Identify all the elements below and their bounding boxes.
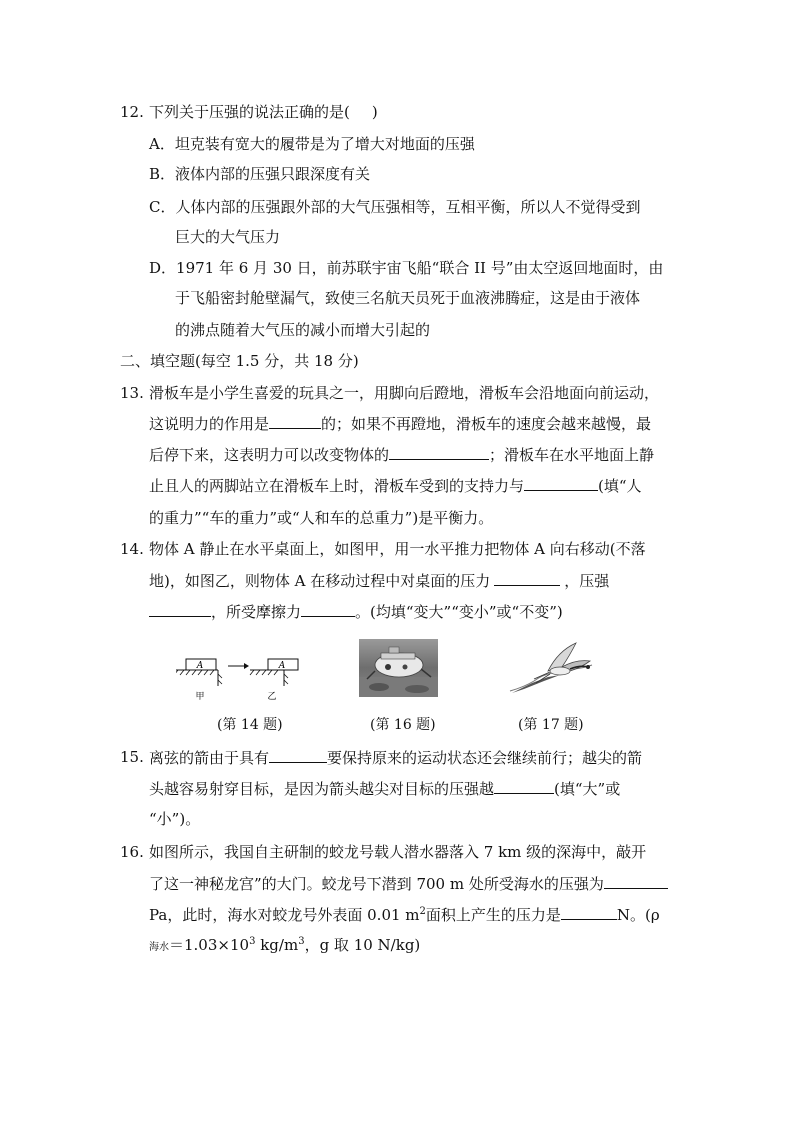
q13-line5: 的重力”“车的重力”或“人和车的总重力”)是平衡力。 <box>149 509 494 527</box>
q16-number: 16. <box>120 843 144 861</box>
q16-line2 <box>149 873 668 894</box>
q13-number: 13. <box>120 384 144 402</box>
q12-option-a: A．坦克装有宽大的履带是为了增大对地面的压强 <box>149 135 475 153</box>
q16-line3-b: 面积上产生的压力是 <box>425 906 561 924</box>
arrow-right-icon <box>228 663 249 669</box>
q12-option-d-line1: D．1971 年 6 月 30 日，前苏联宇宙飞船“联合 II 号”由太空返回地面时，由 <box>149 259 664 277</box>
q13-line2-b: 的；如果不再蹬地，滑板车的速度会越来越慢，最 <box>321 415 652 433</box>
q14-line2 <box>149 570 609 591</box>
figure-14-diagram <box>176 650 302 702</box>
label-yi: 乙 <box>267 692 277 702</box>
q15-line3: “小”)。 <box>149 810 201 828</box>
q13-line4-a: 止且人的两脚站立在滑板车上时，滑板车受到的支持力与 <box>149 477 525 495</box>
answer-blank[interactable] <box>269 747 327 763</box>
q16-line3-c: N。(ρ <box>616 906 660 924</box>
q12-stem-end: ) <box>371 103 378 121</box>
q13-line2 <box>149 413 651 434</box>
q14-line2-b: ，压强 <box>564 572 610 590</box>
q14-line3-b: 。(均填“变大”“变小”或“不变”) <box>355 603 563 621</box>
q14-line3-a: ，所受摩擦力 <box>211 603 302 621</box>
q16-line1: 如图所示，我国自主研制的蛟龙号载人潜水器落入 7 km 级的深海中，敲开 <box>149 843 647 861</box>
q15-line2-b: (填“大”或 <box>554 780 621 798</box>
q16-line4 <box>149 935 420 958</box>
q16-line3-sup: 2 <box>419 906 426 917</box>
q16-line3-a: Pa，此时，海水对蛟龙号外表面 0.01 m <box>149 906 420 924</box>
q16-line4-b: kg/m <box>255 936 299 954</box>
caption-fig-16: (第 16 题) <box>370 717 436 733</box>
q13-line4-b: (填“人 <box>598 477 642 495</box>
q12-stem <box>149 102 378 122</box>
block-a-label: A <box>196 661 204 671</box>
q12-option-d-line3: 的沸点随着大气压的减小而增大引起的 <box>175 321 431 339</box>
figure-16-submersible-photo <box>359 639 438 697</box>
q14-line1: 物体 A 静止在水平桌面上，如图甲，用一水平推力把物体 A 向右移动(不落 <box>149 540 646 558</box>
label-jia: 甲 <box>195 692 205 702</box>
q16-line4-sub: 海水 <box>149 942 169 953</box>
caption-fig-17: (第 17 题) <box>518 717 584 733</box>
q14-line2-a: 地)，如图乙，则物体 A 在移动过程中对桌面的压力 <box>149 572 491 590</box>
figure-17-bird-photo <box>504 641 598 699</box>
answer-blank[interactable] <box>604 873 668 889</box>
q16-line4-c: ，g 取 10 N/kg) <box>304 936 421 954</box>
q15-line2 <box>149 778 620 799</box>
q14-number: 14. <box>120 540 144 558</box>
q12-option-d-line2: 于飞船密封舱壁漏气，致使三名航天员死于血液沸腾症，这是由于液体 <box>175 289 641 307</box>
q14-line3 <box>149 601 563 622</box>
q15-line1 <box>149 747 642 768</box>
q16-line4-sup2: 3 <box>298 936 305 947</box>
q16-line4-a: ＝1.03×10 <box>169 936 250 954</box>
q12-option-b: B．液体内部的压强只跟深度有关 <box>149 165 371 183</box>
q15-number: 15. <box>120 748 144 766</box>
answer-blank[interactable] <box>269 413 321 429</box>
q13-line3 <box>149 444 654 465</box>
q13-line3-a: 后停下来，这表明力可以改变物体的 <box>149 446 390 464</box>
answer-blank[interactable] <box>494 570 560 586</box>
q15-line2-a: 头越容易射穿目标，是因为箭头越尖对目标的压强越 <box>149 780 495 798</box>
q12-number: 12. <box>120 103 144 121</box>
q15-line1-a: 离弦的箭由于具有 <box>149 749 270 767</box>
answer-blank[interactable] <box>301 601 355 617</box>
q13-line3-b: ；滑板车在水平地面上静 <box>489 446 655 464</box>
answer-blank[interactable] <box>494 778 554 794</box>
answer-blank[interactable] <box>561 904 617 920</box>
q12-option-c-line1: C．人体内部的压强跟外部的大气压强相等，互相平衡，所以人不觉得受到 <box>149 198 641 216</box>
answer-blank[interactable] <box>524 475 598 491</box>
figure-14-jia <box>176 659 222 702</box>
q16-line4-sup: 3 <box>249 936 256 947</box>
q12-stem-text: 下列关于压强的说法正确的是( <box>149 103 350 121</box>
q16-line2-a: 了这一神秘龙宫”的大门。蛟龙号下潜到 700 m 处所受海水的压强为 <box>149 875 604 893</box>
q12-option-c-line2: 巨大的大气压力 <box>175 228 281 246</box>
q13-line1: 滑板车是小学生喜爱的玩具之一，用脚向后蹬地，滑板车会沿地面向前运动， <box>149 384 660 402</box>
section-title: 二、填空题(每空 1.5 分，共 18 分) <box>120 352 359 370</box>
figure-14-yi <box>250 659 298 702</box>
caption-fig-14: (第 14 题) <box>217 717 283 733</box>
q13-line2-a: 这说明力的作用是 <box>149 415 270 433</box>
answer-blank[interactable] <box>389 444 489 460</box>
answer-blank[interactable] <box>149 601 211 617</box>
block-a-moved-label: A <box>278 661 286 671</box>
q13-line4 <box>149 475 642 496</box>
q15-line1-b: 要保持原来的运动状态还会继续前行；越尖的箭 <box>327 749 643 767</box>
q16-line3 <box>149 904 660 925</box>
